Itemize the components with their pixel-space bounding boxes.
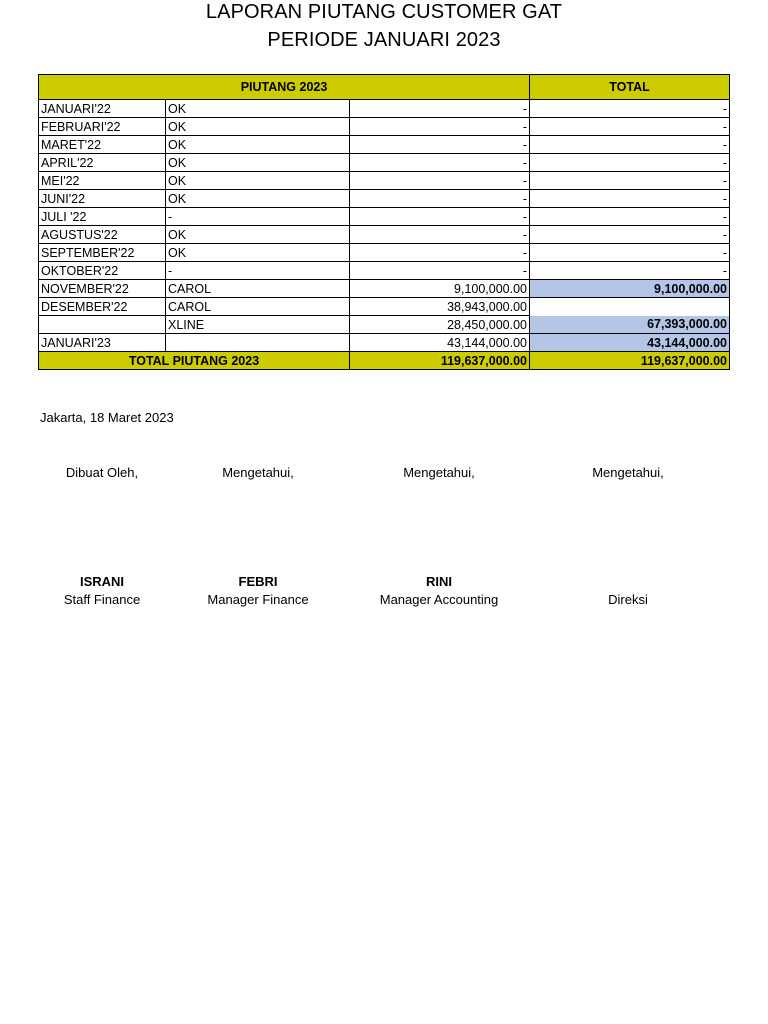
cell-amount: - bbox=[350, 136, 530, 154]
signature-role: Mengetahui, bbox=[592, 465, 664, 480]
header-total: TOTAL bbox=[530, 75, 730, 100]
cell-month: SEPTEMBER'22 bbox=[39, 244, 166, 262]
signature-role: Mengetahui, bbox=[222, 465, 294, 480]
cell-month: DESEMBER'22 bbox=[39, 298, 166, 316]
table-total-row bbox=[39, 352, 730, 370]
cell-amount: - bbox=[350, 154, 530, 172]
total-total: 119,637,000.00 bbox=[530, 352, 730, 370]
header-piutang: PIUTANG 2023 bbox=[39, 75, 530, 100]
report-period: PERIODE JANUARI 2023 bbox=[267, 29, 501, 51]
cell-total: - bbox=[530, 262, 730, 280]
cell-total: - bbox=[530, 226, 730, 244]
table-row bbox=[39, 136, 730, 154]
cell-status: OK bbox=[166, 154, 350, 172]
signature-position: Manager Finance bbox=[207, 592, 309, 607]
total-amount: 119,637,000.00 bbox=[350, 352, 530, 370]
cell-total: - bbox=[530, 172, 730, 190]
table-row bbox=[39, 208, 730, 226]
cell-month: JUNI'22 bbox=[39, 190, 166, 208]
cell-amount: - bbox=[350, 172, 530, 190]
cell-total: 43,144,000.00 bbox=[530, 334, 730, 352]
cell-month: FEBRUARI'22 bbox=[39, 118, 166, 136]
cell-status: OK bbox=[166, 118, 350, 136]
cell-total bbox=[530, 298, 730, 316]
cell-amount: - bbox=[350, 118, 530, 136]
cell-total: - bbox=[530, 154, 730, 172]
cell-status: XLINE bbox=[166, 316, 350, 334]
cell-total: - bbox=[530, 100, 730, 118]
cell-total: - bbox=[530, 244, 730, 262]
signature-role: Mengetahui, bbox=[403, 465, 475, 480]
signature-name: FEBRI bbox=[238, 574, 278, 589]
place-date: Jakarta, 18 Maret 2023 bbox=[40, 410, 174, 425]
cell-amount: 28,450,000.00 bbox=[350, 316, 530, 334]
cell-status: CAROL bbox=[166, 298, 350, 316]
cell-amount: 43,144,000.00 bbox=[350, 334, 530, 352]
cell-month bbox=[39, 316, 166, 334]
cell-status bbox=[166, 334, 350, 352]
cell-total: 9,100,000.00 bbox=[530, 280, 730, 298]
cell-month: MARET'22 bbox=[39, 136, 166, 154]
receivables-table bbox=[38, 74, 730, 370]
table-row bbox=[39, 154, 730, 172]
table-row bbox=[39, 316, 730, 334]
cell-total: - bbox=[530, 118, 730, 136]
signature-position: Staff Finance bbox=[63, 592, 141, 607]
cell-status: OK bbox=[166, 136, 350, 154]
table-header-row bbox=[39, 75, 730, 100]
cell-status: OK bbox=[166, 100, 350, 118]
cell-status: OK bbox=[166, 244, 350, 262]
table-row bbox=[39, 334, 730, 352]
table-row bbox=[39, 118, 730, 136]
cell-total: 67,393,000.00 bbox=[530, 316, 730, 334]
table-row bbox=[39, 100, 730, 118]
cell-amount: - bbox=[350, 208, 530, 226]
total-label: TOTAL PIUTANG 2023 bbox=[39, 352, 350, 370]
cell-total: - bbox=[530, 136, 730, 154]
table-row bbox=[39, 298, 730, 316]
cell-status: OK bbox=[166, 226, 350, 244]
cell-amount: - bbox=[350, 226, 530, 244]
cell-month: APRIL'22 bbox=[39, 154, 166, 172]
signature-position: Manager Accounting bbox=[379, 592, 499, 607]
cell-amount: - bbox=[350, 262, 530, 280]
table-row bbox=[39, 226, 730, 244]
cell-status: - bbox=[166, 208, 350, 226]
table-row bbox=[39, 280, 730, 298]
cell-status: OK bbox=[166, 190, 350, 208]
cell-month: JULI '22 bbox=[39, 208, 166, 226]
cell-status: OK bbox=[166, 172, 350, 190]
report-title: LAPORAN PIUTANG CUSTOMER GAT bbox=[205, 1, 563, 23]
cell-status: - bbox=[166, 262, 350, 280]
cell-amount: - bbox=[350, 244, 530, 262]
cell-amount: - bbox=[350, 100, 530, 118]
cell-status: CAROL bbox=[166, 280, 350, 298]
cell-amount: 9,100,000.00 bbox=[350, 280, 530, 298]
signature-name: ISRANI bbox=[79, 574, 125, 589]
table-row bbox=[39, 262, 730, 280]
table-row bbox=[39, 190, 730, 208]
cell-total: - bbox=[530, 208, 730, 226]
cell-amount: 38,943,000.00 bbox=[350, 298, 530, 316]
cell-amount: - bbox=[350, 190, 530, 208]
signature-position: Direksi bbox=[608, 592, 648, 607]
cell-month: JANUARI'23 bbox=[39, 334, 166, 352]
table-row bbox=[39, 172, 730, 190]
signature-name: RINI bbox=[426, 574, 452, 589]
cell-month: MEI'22 bbox=[39, 172, 166, 190]
cell-month: JANUARI'22 bbox=[39, 100, 166, 118]
cell-total: - bbox=[530, 190, 730, 208]
cell-month: OKTOBER'22 bbox=[39, 262, 166, 280]
table-row bbox=[39, 244, 730, 262]
signature-role: Dibuat Oleh, bbox=[65, 465, 139, 480]
cell-month: NOVEMBER'22 bbox=[39, 280, 166, 298]
cell-month: AGUSTUS'22 bbox=[39, 226, 166, 244]
